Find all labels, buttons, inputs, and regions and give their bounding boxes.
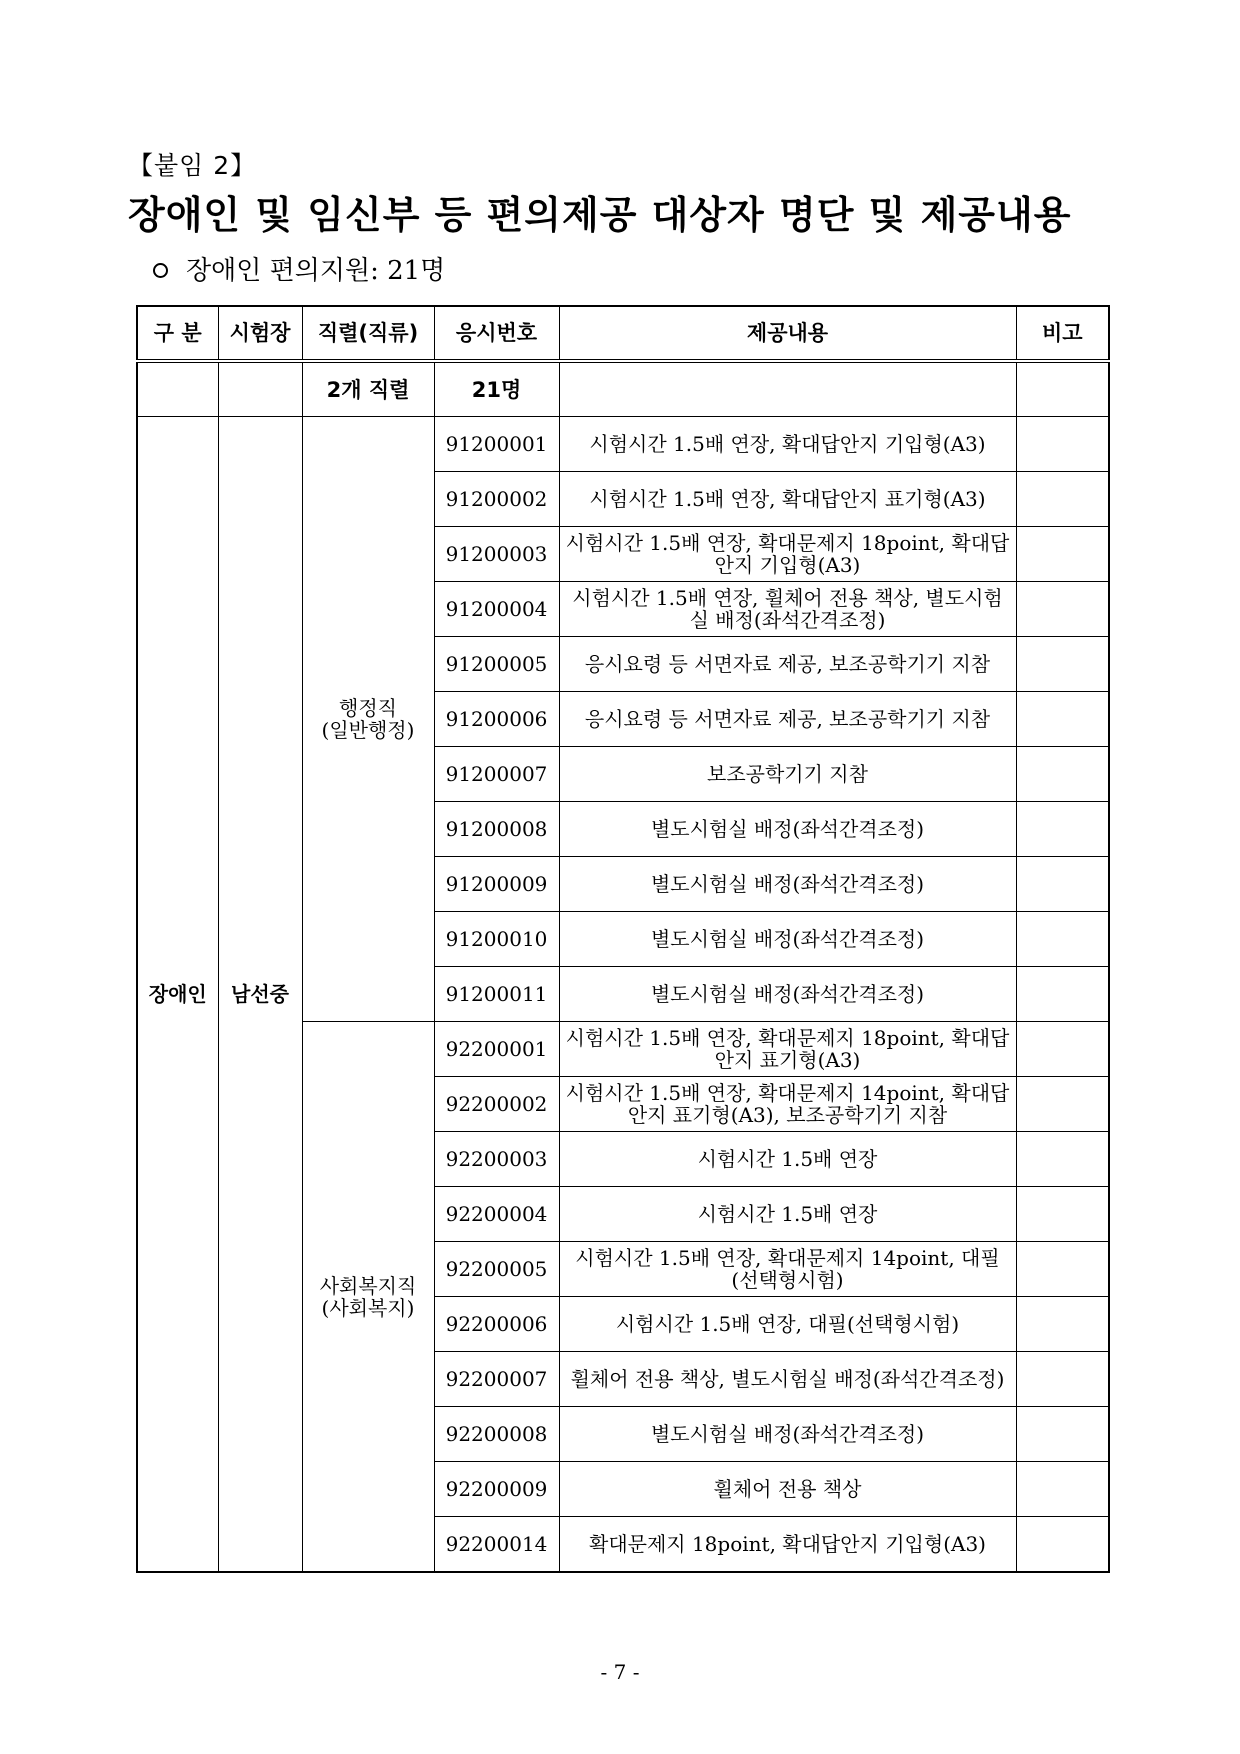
header-category: 구 분 <box>137 306 218 361</box>
content-cell: 별도시험실 배정(좌석간격조정) <box>559 857 1016 912</box>
attachment-label: 【붙임 2】 <box>128 151 257 180</box>
table-header-row <box>137 306 1109 361</box>
summary-note <box>1016 361 1109 417</box>
summary-site <box>218 361 302 417</box>
note-cell <box>1016 527 1109 582</box>
header-content: 제공내용 <box>559 306 1016 361</box>
note-cell <box>1016 1462 1109 1517</box>
category-cell: 장애인 <box>137 417 218 1573</box>
header-job: 직렬(직류) <box>302 306 434 361</box>
content-cell: 별도시험실 배정(좌석간격조정) <box>559 802 1016 857</box>
summary-row <box>137 361 1109 417</box>
note-cell <box>1016 967 1109 1022</box>
job-subname: (사회복지) <box>321 1295 415 1320</box>
note-cell <box>1016 472 1109 527</box>
page-number: - 7 - <box>600 1660 640 1684</box>
exam-number-cell: 92200006 <box>434 1297 559 1352</box>
site-cell: 남선중 <box>218 417 302 1573</box>
content-cell: 별도시험실 배정(좌석간격조정) <box>559 912 1016 967</box>
note-cell <box>1016 912 1109 967</box>
content-cell: 응시요령 등 서면자료 제공, 보조공학기기 지참 <box>559 637 1016 692</box>
header-note: 비고 <box>1016 306 1109 361</box>
note-cell <box>1016 1077 1109 1132</box>
job-subname: (일반행정) <box>321 718 415 742</box>
exam-number-cell: 92200007 <box>434 1352 559 1407</box>
exam-number-cell: 92200009 <box>434 1462 559 1517</box>
note-cell <box>1016 857 1109 912</box>
summary-content <box>559 361 1016 417</box>
content-cell: 보조공학기기 지참 <box>559 747 1016 802</box>
note-cell <box>1016 1132 1109 1187</box>
note-cell <box>1016 582 1109 637</box>
content-cell: 시험시간 1.5배 연장, 확대답안지 표기형(A3) <box>559 472 1016 527</box>
content-cell: 확대문제지 18point, 확대답안지 기입형(A3) <box>559 1517 1016 1573</box>
job-name: 사회복지직 <box>319 1273 417 1298</box>
content-cell: 시험시간 1.5배 연장, 확대문제지 14point, 확대답안지 표기형(A3), 보조공학기기 지참 <box>559 1077 1016 1132</box>
exam-number-cell: 92200003 <box>434 1132 559 1187</box>
job-cell <box>302 417 434 1022</box>
content-cell: 시험시간 1.5배 연장, 확대답안지 기입형(A3) <box>559 417 1016 472</box>
note-cell <box>1016 1352 1109 1407</box>
content-cell: 시험시간 1.5배 연장, 확대문제지 14point, 대필(선택형시험) <box>559 1242 1016 1297</box>
note-cell <box>1016 1407 1109 1462</box>
content-cell: 휠체어 전용 책상, 별도시험실 배정(좌석간격조정) <box>559 1352 1016 1407</box>
exam-number-cell: 91200004 <box>434 582 559 637</box>
subtitle <box>153 250 445 287</box>
exam-number-cell: 92200004 <box>434 1187 559 1242</box>
exam-number-cell: 91200006 <box>434 692 559 747</box>
content-cell: 시험시간 1.5배 연장, 휠체어 전용 책상, 별도시험실 배정(좌석간격조정) <box>559 582 1016 637</box>
exam-number-cell: 91200009 <box>434 857 559 912</box>
note-cell <box>1016 417 1109 472</box>
circle-bullet-icon <box>153 263 168 278</box>
note-cell <box>1016 1187 1109 1242</box>
job-name: 행정직 <box>339 696 397 720</box>
note-cell <box>1016 1022 1109 1077</box>
content-cell: 시험시간 1.5배 연장 <box>559 1132 1016 1187</box>
page-title: 장애인 및 임신부 등 편의제공 대상자 명단 및 제공내용 <box>128 193 1072 237</box>
content-cell: 시험시간 1.5배 연장, 확대문제지 18point, 확대답안지 표기형(A3) <box>559 1022 1016 1077</box>
exam-number-cell: 92200005 <box>434 1242 559 1297</box>
exam-number-cell: 91200005 <box>434 637 559 692</box>
summary-person-count: 21명 <box>434 361 559 417</box>
content-cell: 시험시간 1.5배 연장, 확대문제지 18point, 확대답안지 기입형(A3) <box>559 527 1016 582</box>
exam-number-cell: 91200007 <box>434 747 559 802</box>
job-cell <box>302 1022 434 1573</box>
exam-number-cell: 91200003 <box>434 527 559 582</box>
note-cell <box>1016 1242 1109 1297</box>
accommodation-table <box>136 305 1110 1573</box>
exam-number-cell: 92200001 <box>434 1022 559 1077</box>
exam-number-cell: 91200008 <box>434 802 559 857</box>
note-cell <box>1016 747 1109 802</box>
note-cell <box>1016 1297 1109 1352</box>
header-site: 시험장 <box>218 306 302 361</box>
content-cell: 별도시험실 배정(좌석간격조정) <box>559 1407 1016 1462</box>
exam-number-cell: 92200014 <box>434 1517 559 1573</box>
summary-category <box>137 361 218 417</box>
note-cell <box>1016 637 1109 692</box>
content-cell: 응시요령 등 서면자료 제공, 보조공학기기 지참 <box>559 692 1016 747</box>
note-cell <box>1016 1517 1109 1573</box>
exam-number-cell: 91200001 <box>434 417 559 472</box>
exam-number-cell: 91200011 <box>434 967 559 1022</box>
exam-number-cell: 91200010 <box>434 912 559 967</box>
subtitle-text: 장애인 편의지원: 21명 <box>186 256 446 286</box>
exam-number-cell: 92200002 <box>434 1077 559 1132</box>
summary-job-count: 2개 직렬 <box>302 361 434 417</box>
table-row <box>137 417 1109 472</box>
header-exam-number: 응시번호 <box>434 306 559 361</box>
exam-number-cell: 92200008 <box>434 1407 559 1462</box>
note-cell <box>1016 802 1109 857</box>
exam-number-cell: 91200002 <box>434 472 559 527</box>
content-cell: 시험시간 1.5배 연장 <box>559 1187 1016 1242</box>
note-cell <box>1016 692 1109 747</box>
content-cell: 시험시간 1.5배 연장, 대필(선택형시험) <box>559 1297 1016 1352</box>
content-cell: 휠체어 전용 책상 <box>559 1462 1016 1517</box>
content-cell: 별도시험실 배정(좌석간격조정) <box>559 967 1016 1022</box>
